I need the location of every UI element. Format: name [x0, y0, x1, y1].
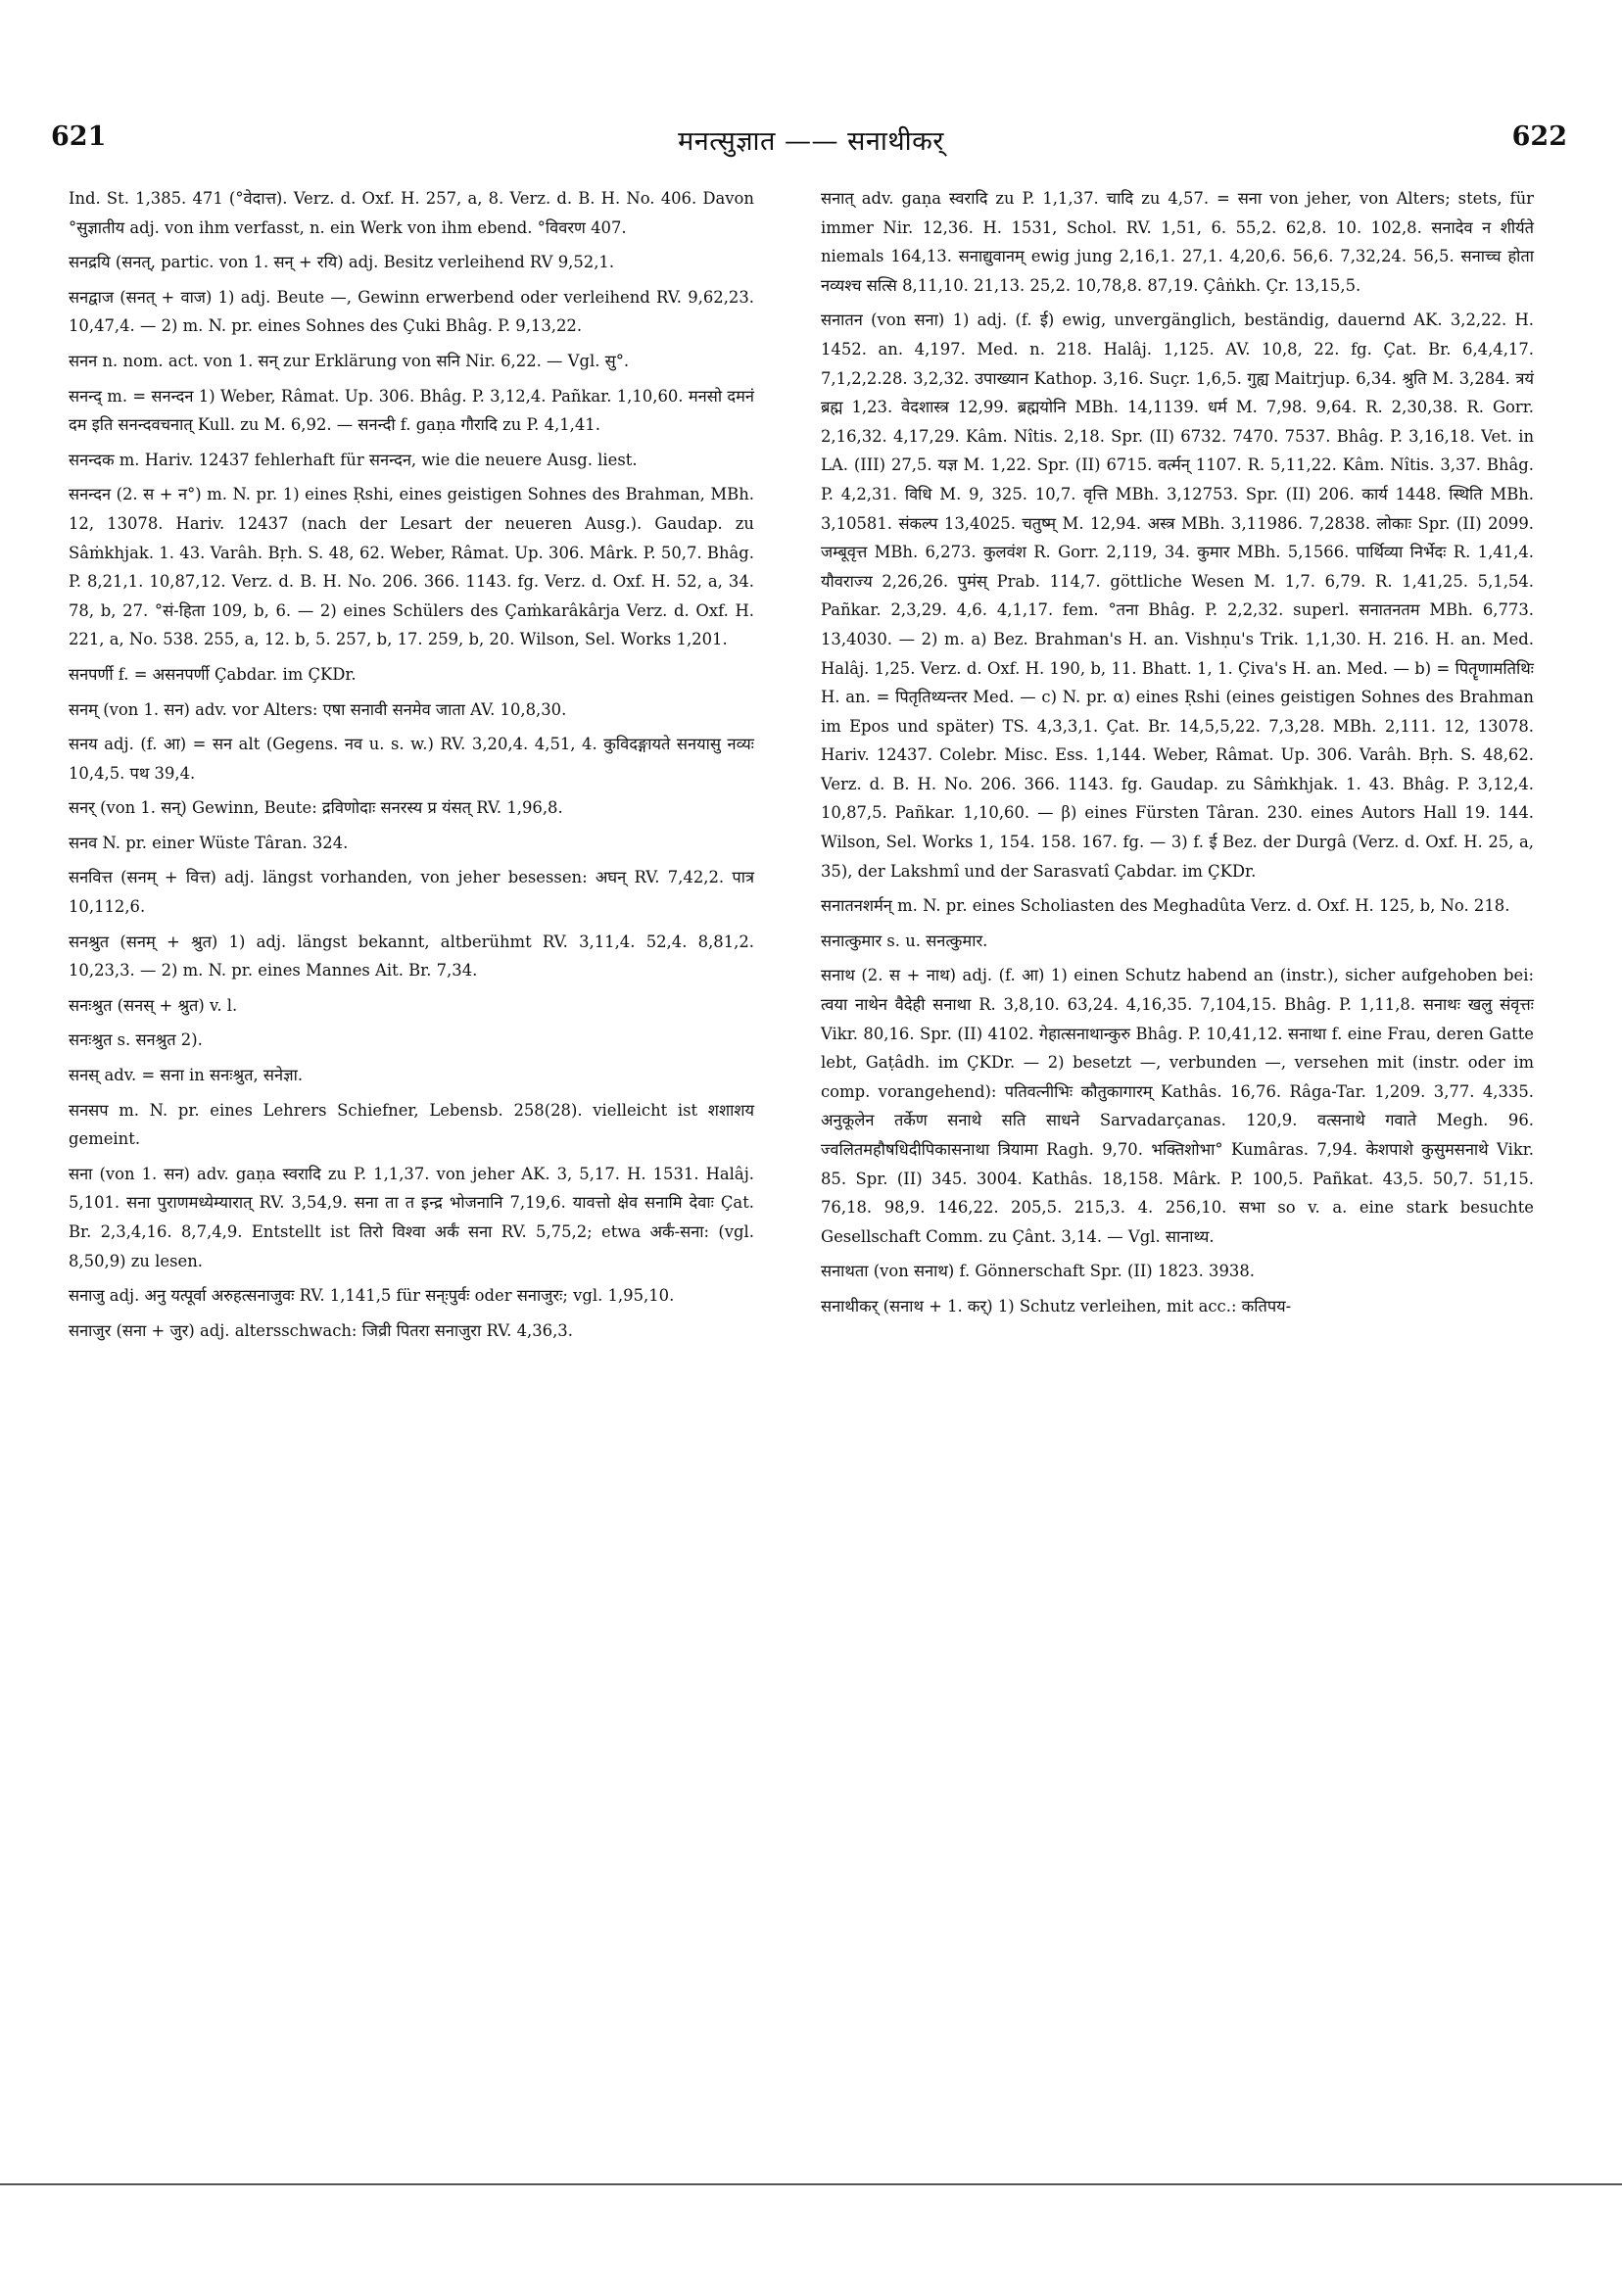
- dictionary-entry: सनद्वाज (सनत् + वाज) 1) adj. Beute —, Gewinn erwerbend oder verleihend RV. 9,62,23. 10,47,4. — 2) m. N. pr. eines Sohnes des Çuki Bhâg. P. 9,13,22.: [69, 287, 754, 336]
- dictionary-entry: सनव N. pr. einer Wüste Târan. 324.: [69, 833, 349, 852]
- dictionary-entry: सनस् adv. = सना in सनःश्रुत, सनेज्ञा.: [69, 1066, 304, 1085]
- dictionary-entry: सनात्कुमार s. u. सनत्कुमार.: [821, 931, 988, 950]
- page-header: [0, 121, 1622, 170]
- dictionary-entry: सनात् adv. gaṇa स्वरादि zu P. 1,1,37. चादि zu 4,57. = सना von jeher, von Alters; stets, für immer Nir. 12,36. H. 1531, Schol. RV. 1,51, 6. 55,2. 62,8. 10. 102,8. सनादेव न शीर्यते niemals 164,13. सनाद्युवानम् ewig jung 2,16,1. 27,1. 4,20,6. 56,6. 7,32,24. 56,5. सनाच्च होता नव्यश्च सत्सि 8,11,10. 21,13. 25,2. 10,78,8. 87,19. Çâṅkh. Çr. 13,15,5.: [821, 189, 1534, 295]
- dictionary-entry: सनाथता (von सनाथ) f. Gönnerschaft Spr. (II) 1823. 3938.: [821, 1262, 1255, 1281]
- dictionary-entry: सनातन (von सना) 1) adj. (f. ई) ewig, unvergänglich, beständig, dauernd AK. 3,2,22. H. 1452. an. 4,197. Med. n. 218. Halâj. 1,125. AV. 10,8, 22. fg. Çat. Br. 6,4,4,17. 7,1,2,2.28. 3,2,32. उपाख्यान Kathop. 3,16. Suçr. 1,6,5. गुह्य Maitrjup. 6,34. श्रुति M. 3,284. त्रयं ब्रह्म 1,23. वेदशास्त्र 12,99. ब्रह्मयोनि MBh. 14,1139. धर्म M. 7,98. 9,64. R. 2,30,38. R. Gorr. 2,16,32. 4,17,29. Kâm. Nîtis. 2,18. Spr. (II) 6732. 7470. 7537. Bhâg. P. 3,16,18. Vet. in LA. (III) 27,5. यज्ञ M. 1,22. Spr. (II) 6715. वर्त्मन् 1107. R. 5,11,22. Kâm. Nîtis. 3,37. Bhâg. P. 4,2,31. विधि M. 9, 325. 10,7. वृत्ति MBh. 3,12753. Spr. (II) 206. कार्य 1448. स्थिति MBh. 3,10581. संकल्प 13,4025. चतुष्म् M. 12,94. अस्त्र MBh. 3,11986. 7,2838. लोकाः Spr. (II) 2099. जम्बूवृत्त MBh. 6,273. कुलवंश R. Gorr. 2,119, 34. कुमार MBh. 5,1566. पार्थिव्या निर्भेदः R. 1,41,4. यौवराज्य 2,26,26. पुमंस् Prab. 114,7. göttliche Wesen M. 1,7. 6,79. R. 1,41,25. 5,1,54. Pañkar. 2,3,29. 4,6. 4,1,17. fem. °तना Bhâg. P. 2,2,32. superl. सनातनतम MBh. 6,773. 13,4030. — 2) m. a) Bez. Brahman's H. an. Vishṇu's Trik. 1,1,30. H. 216. H. an. Med. Halâj. 1,25. Verz. d. Oxf. H. 190, b, 11. Bhatt. 1, 1. Çiva's H. an. Med. — b) = पितॄणामतिथिः H. an. = पितृतिथ्यन्तर Med. — c) N. pr. α) eines Ṛshi (eines geistigen Sohnes des Brahman im Epos und später) TS. 4,3,3,1. Çat. Br. 14,5,5,22. 7,3,28. MBh. 2,111. 12, 13078. Hariv. 12437. Colebr. Misc. Ess. 1,144. Weber, Râmat. Up. 306. Varâh. Bṛh. S. 48,62. Verz. d. B. H. No. 206. 366. 1143. fg. Gaudap. zu Sâṁkhjak. 1. 43. Bhâg. P. 3,12,4. 10,87,5. Pañkar. 1,10,60. — β) eines Fürsten Târan. 230. eines Autors Hall 19. 144. Wilson, Sel. Works 1, 154. 158. 167. fg. — 3) f. ई Bez. der Durgâ (Verz. d. Oxf. H. 25, a, 35), der Lakshmî und der Sarasvatî Çabdar. im ÇKDr.: [821, 311, 1534, 881]
- dictionary-entry: सनय adj. (f. आ) = सन alt (Gegens. नव u. s. w.) RV. 3,20,4. 4,51, 4. कुविदङ्गायते सनयासु नव्यः 10,4,5. पथ 39,4.: [69, 735, 754, 783]
- dictionary-entry: सनाथीकर् (सनाथ + 1. कर्) 1) Schutz verleihen, mit acc.: कतिपय-: [821, 1296, 1292, 1315]
- dictionary-entry: सनःश्रुत (सनस् + श्रुत) v. l.: [69, 995, 238, 1015]
- dictionary-entry: सनन n. nom. act. von 1. सन् zur Erklärung von सनि Nir. 6,22. — Vgl. सु°.: [69, 351, 630, 370]
- dictionary-entry: सनाथ (2. स + नाथ) adj. (f. आ) 1) einen Schutz habend an (instr.), sicher aufgehoben bei: त्वया नाथेन वैदेही सनाथा R. 3,8,10. 63,24. 4,16,35. 7,104,15. Bhâg. P. 1,11,8. सनाथः खलु संवृत्तः Vikr. 80,16. Spr. (II) 4102. गेहात्सनाथान्कुरु Bhâg. P. 10,41,12. सनाथा f. eine Frau, deren Gatte lebt, Gaṭâdh. im ÇKDr. — 2) besetzt —, verbunden —, versehen mit (instr. oder im comp. vorangehend): पतिवत्नीभिः कौतुकागारम् Kathâs. 16,76. Râga-Tar. 1,209. 3,77. 4,335. अनुकूलेन तर्केण सनाथे सति साधने Sarvadarçanas. 120,9. वत्सनाथे गवाते Megh. 96. ज्वलितमहौषधिदीपिकासनाथा त्रियामा Ragh. 9,70. भक्तिशोभा° Kumâras. 7,94. केशपाशे कुसुमसनाथे Vikr. 85. Spr. (II) 345. 3004. Kathâs. 18,158. Mârk. P. 100,5. Pañkat. 43,5. 50,7. 51,15. 76,18. 98,9. 146,22. 205,5. 215,3. 4. 256,10. सभा so v. a. eine stark besuchte Gesellschaft Comm. zu Çânt. 3,14. — Vgl. सानाथ्य.: [821, 966, 1534, 1246]
- right-column: [821, 184, 1534, 1327]
- dictionary-entry: सनवित्त (सनम् + वित्त) adj. längst vorhanden, von jeher besessen: अघन् RV. 7,42,2. पात्र 10,112,6.: [69, 868, 754, 917]
- dictionary-entry: सनसप m. N. pr. eines Lehrers Schiefner, Lebensb. 258(28). vielleicht ist शशाशय gemeint.: [69, 1100, 754, 1149]
- dictionary-entry: सना (von 1. सन) adv. gaṇa स्वरादि zu P. 1,1,37. von jeher AK. 3, 5,17. H. 1531. Halâj. 5,101. सना पुराणमध्येम्यारात् RV. 3,54,9. सना ता त इन्द्र भोजनानि 7,19,6. यावत्तो क्षेव सनामि देवाः Çat. Br. 2,3,4,16. 8,7,4,9. Entstellt ist तिरो विश्वा अर्कं सना RV. 5,75,2; etwa अर्कं-सना: (vgl. 8,50,9) zu lesen.: [69, 1164, 754, 1270]
- running-head: मनत्सुज्ञात —— सनाथीकर्: [678, 126, 944, 157]
- dictionary-entry: सनन्दक m. Hariv. 12437 fehlerhaft für सनन्दन, wie die neuere Ausg. liest.: [69, 450, 638, 469]
- dictionary-entry: सनःश्रुत s. सनश्रुत 2).: [69, 1030, 203, 1050]
- dictionary-entry: सनद्रयि (सनत्, partic. von 1. सन् + रयि) adj. Besitz verleihend RV 9,52,1.: [69, 253, 615, 272]
- dictionary-entry: सनातनशर्मन् m. N. pr. eines Scholiasten des Meghadûta Verz. d. Oxf. H. 125, b, No. 218.: [821, 896, 1510, 916]
- page-number-right: 622: [1511, 121, 1567, 152]
- dictionary-entry: सनन्द् m. = सनन्दन 1) Weber, Râmat. Up. 306. Bhâg. P. 3,12,4. Pañkar. 1,10,60. मनसो दमनं दम इति सनन्दवचनात् Kull. zu M. 6,92. — सनन्दी f. gaṇa गौरादि zu P. 4,1,41.: [69, 386, 754, 435]
- dictionary-entry: Ind. St. 1,385. 471 (°वेदात्त). Verz. d. Oxf. H. 257, a, 8. Verz. d. B. H. No. 406. Davon °सुज्ञातीय adj. von ihm verfasst, n. ein Werk von ihm ebend. °विवरण 407.: [69, 189, 754, 237]
- dictionary-entry: सनाजु adj. अनु यत्पूर्वा अरुहत्सनाजुवः RV. 1,141,5 für सन्ःपुर्वः oder सनाजुरः; vgl. 1,95,10.: [69, 1286, 675, 1306]
- dictionary-entry: सनपर्णी f. = असनपर्णी Çabdar. im ÇKDr.: [69, 664, 357, 684]
- dictionary-entry: सनश्रुत (सनम् + श्रुत) 1) adj. längst bekannt, altberühmt RV. 3,11,4. 52,4. 8,81,2. 10,23,3. — 2) m. N. pr. eines Mannes Ait. Br. 7,34.: [69, 932, 754, 981]
- page-number-left: 621: [51, 121, 107, 152]
- dictionary-entry: सनाजुर (सना + जुर) adj. altersschwach: जिव्री पितरा सनाजुरा RV. 4,36,3.: [69, 1320, 573, 1340]
- dictionary-entry: सनन्दन (2. स + न°) m. N. pr. 1) eines Ṛshi, eines geistigen Sohnes des Brahman, MBh. 12, 13078. Hariv. 12437 (nach der Lesart der neueren Ausg.). Gaudap. zu Sâṁkhjak. 1. 43. Varâh. Bṛh. S. 48, 62. Weber, Râmat. Up. 306. Mârk. P. 50,7. Bhâg. P. 8,21,1. 10,87,12. Verz. d. B. H. No. 206. 366. 1143. fg. Verz. d. Oxf. H. 52, a, 34. 78, b, 27. °सं-हिता 109, b, 6. — 2) eines Schülers des Çaṁkarâkârja Verz. d. Oxf. H. 221, a, No. 538. 255, a, 12. b, 5. 257, b, 17. 259, b, 20. Wilson, Sel. Works 1,201.: [69, 485, 754, 649]
- bottom-rule: [0, 2183, 1622, 2185]
- left-column: [69, 184, 754, 1351]
- dictionary-entry: सनम् (von 1. सन) adv. vor Alters: एषा सनावी सनमेव जाता AV. 10,8,30.: [69, 699, 567, 719]
- dictionary-entry: सनर् (von 1. सन्) Gewinn, Beute: द्रविणोदाः सनरस्य प्र यंसत् RV. 1,96,8.: [69, 798, 563, 818]
